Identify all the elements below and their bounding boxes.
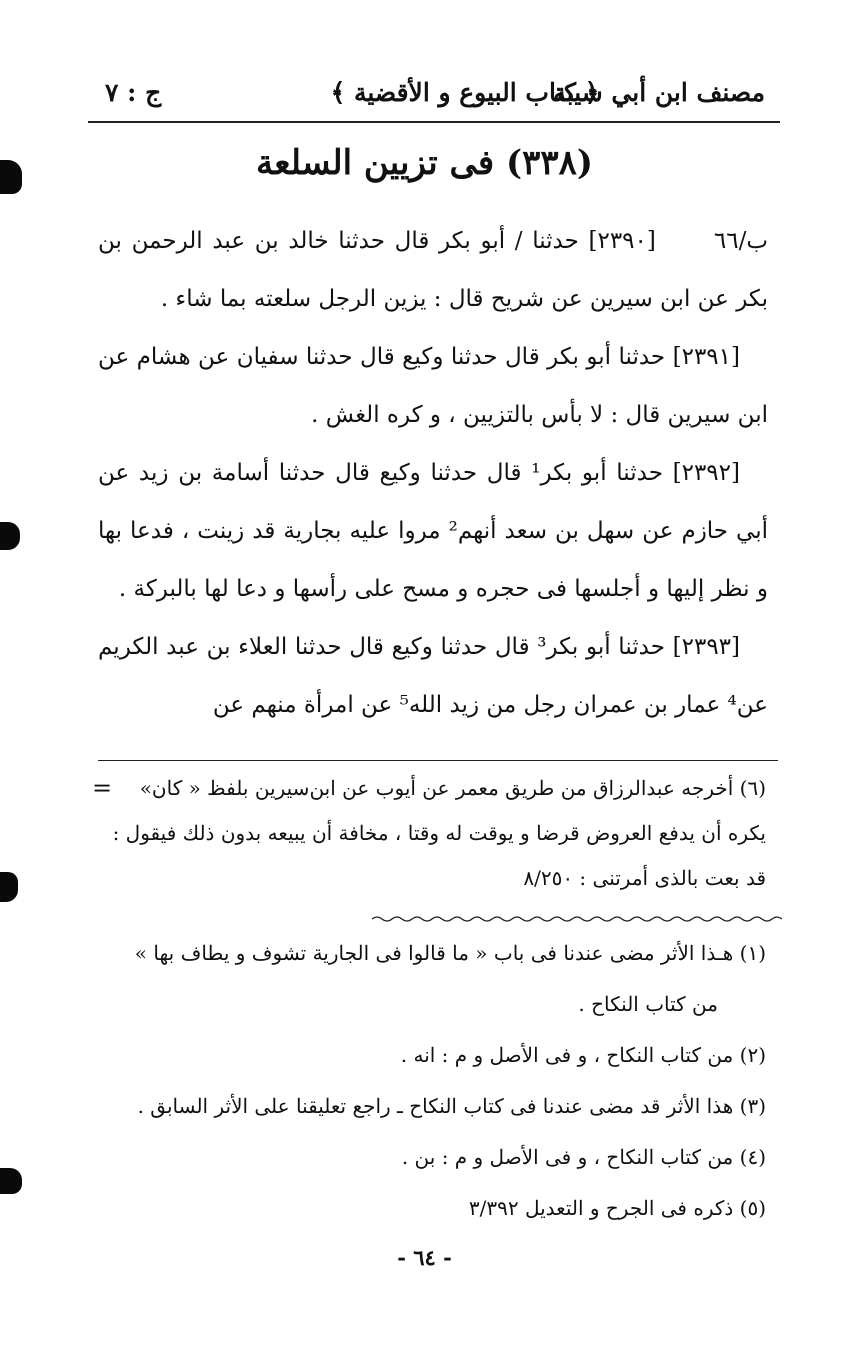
scan-blemish [0, 160, 22, 194]
page-number: - ٦٤ - [397, 1245, 452, 1270]
footnotes [98, 928, 766, 1234]
header-rule [88, 121, 780, 123]
hadith-2390 [98, 212, 768, 328]
volume-number: ج : ٧ [105, 78, 162, 107]
footnote-5: (٥) ذكره فى الجرح و التعديل ٣/٣٩٢ [468, 1196, 766, 1220]
footnote-4: (٤) من كتاب النكاح ، و فى الأصل و م : بن . [401, 1145, 766, 1169]
folio-mark: ب/٦٦ [713, 228, 768, 254]
continuation-mark: = [92, 774, 113, 802]
book-title: مصنف ابن أبي شيبة [553, 78, 765, 107]
hadith-2391: [٢٣٩١] حدثنا أبو بكر قال حدثنا وكيع قال حدثنا سفيان عن هشام عن ابن سيرين قال : لا بأس بالتزيين ، و كره الغش . [98, 344, 768, 428]
editorial-note [92, 766, 766, 901]
editorial-note-text: (٦) أخرجه عبدالرزاق من طريق معمر عن أيوب عن ابن‌سيرين بلفظ « كان» يكره أن يدفع العروض قرضا و يوقت له وقتا ، مخافة أن يبيعه بدون ذلك فيقول : قد بعت بالذى أمرتنى : ٨/٢٥٠ [112, 776, 766, 890]
scan-blemish [0, 872, 18, 902]
running-header [95, 70, 765, 120]
scan-blemish [0, 1168, 22, 1194]
wavy-separator [372, 915, 782, 923]
main-text [98, 212, 768, 734]
footnote-rule [98, 760, 778, 761]
footnote-2: (٢) من كتاب النكاح ، و فى الأصل و م : انه . [400, 1043, 766, 1067]
footnote-1: (١) هـذا الأثر مضى عندنا فى باب « ما قالوا فى الجارية تشوف و يطاف بها » [134, 941, 766, 965]
footnote-3: (٣) هذا الأثر قد مضى عندنا فى كتاب النكاح ـ راجع تعليقنا على الأثر السابق . [137, 1094, 766, 1118]
hadith-2392: [٢٣٩٢] حدثنا أبو بكر¹ قال حدثنا وكيع قال حدثنا أسامة بن زيد عن أبي حازم عن سهل بن سعد أنهم² مروا عليه بجارية قد زينت ، فدعا بها و نظر إليها و أجلسها فى حجره و مسح على رأسها و دعا لها بالبركة . [98, 460, 768, 602]
hadith-2390-text: [٢٣٩٠] حدثنا / أبو بكر قال حدثنا خالد بن عبد الرحمن بن بكر عن ابن سيرين عن شريح قال : يزين الرجل سلعته بما شاء . [98, 228, 768, 312]
scan-blemish [0, 522, 20, 550]
footnote-1-continued: من كتاب النكاح . [578, 992, 718, 1016]
chapter-title: (٣٣٨) فى تزيين السلعة [256, 143, 593, 183]
hadith-2393: [٢٣٩٣] حدثنا أبو بكر³ قال حدثنا وكيع قال حدثنا العلاء بن عبد الكريم عن⁴ عمار بن عمران رجل من زيد الله⁵ عن امرأة منهم عن [98, 634, 768, 718]
section-title: ﴿ كتاب البيوع و الأقضية ﴾ [330, 78, 600, 107]
